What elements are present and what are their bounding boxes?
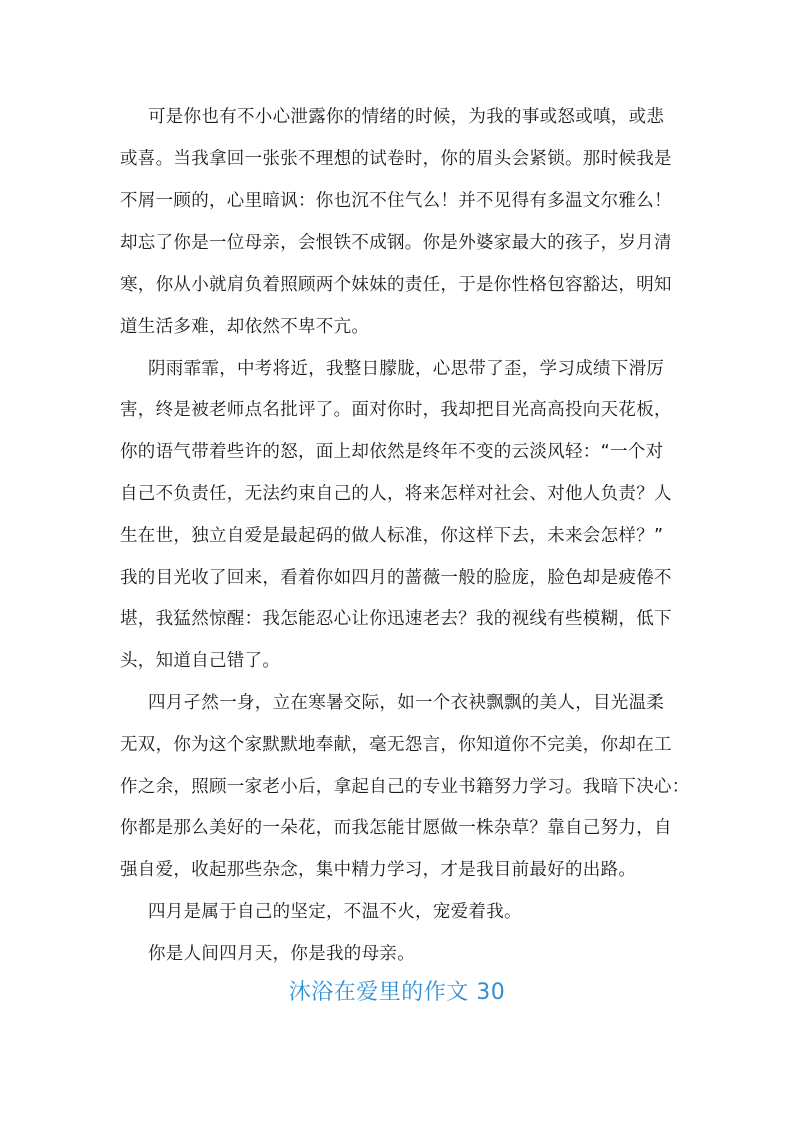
text-line: 四月是属于自己的坚定，不温不火，宠爱着我。 <box>148 902 522 922</box>
text-line: 作之余，照顾一家老小后，拿起自己的专业书籍努力学习。我暗下决心： <box>120 777 690 797</box>
text-line: 阴雨霏霏，中考将近，我整日朦胧，心思带了歪，学习成绩下滑厉 <box>148 359 665 379</box>
text-line: 自己不负责任，无法约束自己的人，将来怎样对社会、对他人负责？人 <box>120 484 672 504</box>
text-line: 寒，你从小就肩负着照顾两个妹妹的责任，于是你性格包容豁达，明知 <box>120 275 672 295</box>
text-line: 生在世，独立自爱是最起码的做人标准，你这样下去，未来会怎样？” <box>120 526 664 546</box>
text-line: 害，终是被老师点名批评了。面对你时，我却把目光高高投向天花板， <box>120 400 672 420</box>
text-line: 你都是那么美好的一朵花，而我怎能甘愿做一株杂草？靠自己努力，自 <box>120 818 672 838</box>
text-line: 却忘了你是一位母亲，会恨铁不成钢。你是外婆家最大的孩子，岁月清 <box>120 233 672 253</box>
text-line: 你是人间四月天，你是我的母亲。 <box>148 944 415 964</box>
text-line: 可是你也有不小心泄露你的情绪的时候，为我的事或怒或嗔，或悲 <box>148 107 665 127</box>
next-essay-title: 沐浴在爱里的作文 30 <box>288 980 506 1005</box>
text-line: 不屑一顾的，心里暗讽：你也沉不住气么！并不见得有多温文尔雅么！ <box>120 191 672 211</box>
text-line: 堪，我猛然惊醒：我怎能忍心让你迅速老去？我的视线有些模糊，低下 <box>120 609 672 629</box>
text-line: 或喜。当我拿回一张张不理想的试卷时，你的眉头会紧锁。那时候我是 <box>120 149 672 169</box>
text-line: 四月孑然一身，立在寒暑交际，如一个衣袂飘飘的美人，目光温柔 <box>148 693 665 713</box>
text-line: 道生活多难，却依然不卑不亢。 <box>120 317 370 337</box>
text-line: 我的目光收了回来，看着你如四月的蔷薇一般的脸庞，脸色却是疲倦不 <box>120 568 672 588</box>
text-line: 你的语气带着些许的怒，面上却依然是终年不变的云淡风轻：“一个对 <box>120 442 664 462</box>
text-line: 无双，你为这个家默默地奉献，毫无怨言，你知道你不完美，你却在工 <box>120 735 672 755</box>
text-line: 头，知道自己错了。 <box>120 651 281 671</box>
text-line: 强自爱，收起那些杂念，集中精力学习，才是我目前最好的出路。 <box>120 860 637 880</box>
